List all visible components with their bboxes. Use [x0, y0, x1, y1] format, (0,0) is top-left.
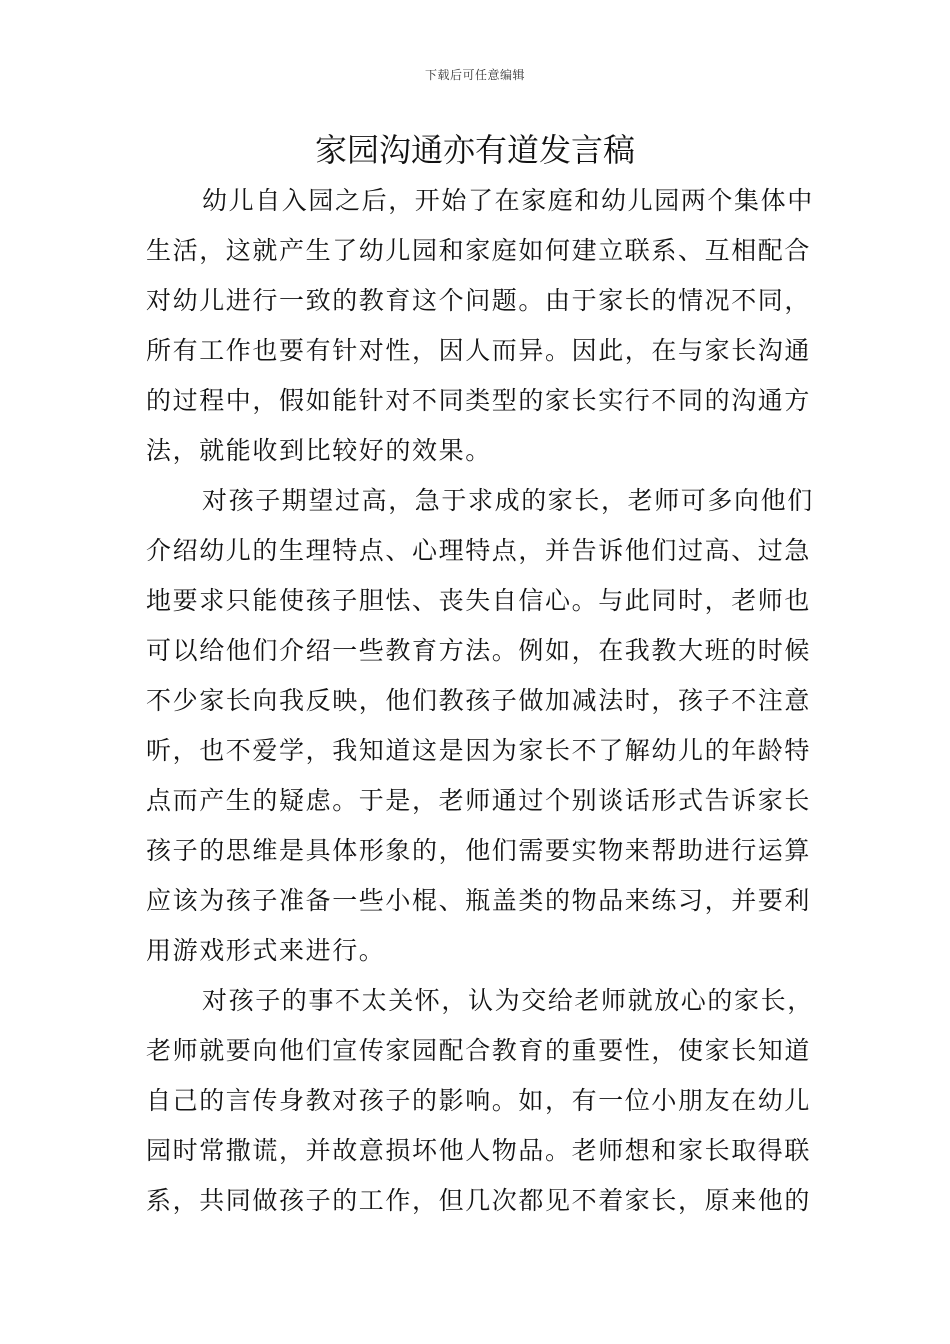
paragraph-line: 幼儿自入园之后，开始了在家庭和幼儿园两个集体中: [202, 186, 814, 215]
paragraph-line: 地要求只能使孩子胆怯、丧失自信心。与此同时，老师也: [146, 586, 812, 615]
paragraph-line: 不少家长向我反映，他们教孩子做加减法时，孩子不注意: [146, 686, 812, 715]
paragraph-line: 用游戏形式来进行。: [146, 936, 386, 965]
document-body: [146, 176, 814, 1226]
paragraph-line: 对幼儿进行一致的教育这个问题。由于家长的情况不同，: [146, 286, 812, 315]
paragraph-line: 的过程中，假如能针对不同类型的家长实行不同的沟通方: [146, 386, 812, 415]
paragraph-line: 生活，这就产生了幼儿园和家庭如何建立联系、互相配合: [146, 236, 812, 265]
paragraph-2: [146, 476, 814, 976]
paragraph-line: 孩子的思维是具体形象的，他们需要实物来帮助进行运算: [146, 836, 812, 865]
paragraph-line: 可以给他们介绍一些教育方法。例如，在我教大班的时候: [146, 636, 812, 665]
paragraph-line: 听，也不爱学，我知道这是因为家长不了解幼儿的年龄特: [146, 736, 812, 765]
paragraph-line: 老师就要向他们宣传家园配合教育的重要性，使家长知道: [146, 1036, 812, 1065]
paragraph-3: [146, 976, 814, 1226]
document-title: 家园沟通亦有道发言稿: [314, 131, 635, 169]
paragraph-line: 系，共同做孩子的工作，但几次都见不着家长，原来他的: [146, 1186, 812, 1215]
paragraph-line: 应该为孩子准备一些小棍、瓶盖类的物品来练习，并要利: [146, 886, 812, 915]
paragraph-line: 对孩子的事不太关怀，认为交给老师就放心的家长，: [202, 986, 814, 1015]
paragraph-line: 自己的言传身教对孩子的影响。如，有一位小朋友在幼儿: [146, 1086, 812, 1115]
paragraph-line: 介绍幼儿的生理特点、心理特点，并告诉他们过高、过急: [146, 536, 812, 565]
paragraph-line: 所有工作也要有针对性，因人而异。因此，在与家长沟通: [146, 336, 812, 365]
paragraph-line: 园时常撒谎，并故意损坏他人物品。老师想和家长取得联: [146, 1136, 812, 1165]
paragraph-1: [146, 176, 814, 476]
paragraph-line: 对孩子期望过高，急于求成的家长，老师可多向他们: [202, 486, 814, 515]
paragraph-line: 点而产生的疑虑。于是，老师通过个别谈话形式告诉家长: [146, 786, 812, 815]
header-note: 下载后可任意编辑: [424, 68, 525, 82]
paragraph-line: 法，就能收到比较好的效果。: [146, 436, 492, 465]
